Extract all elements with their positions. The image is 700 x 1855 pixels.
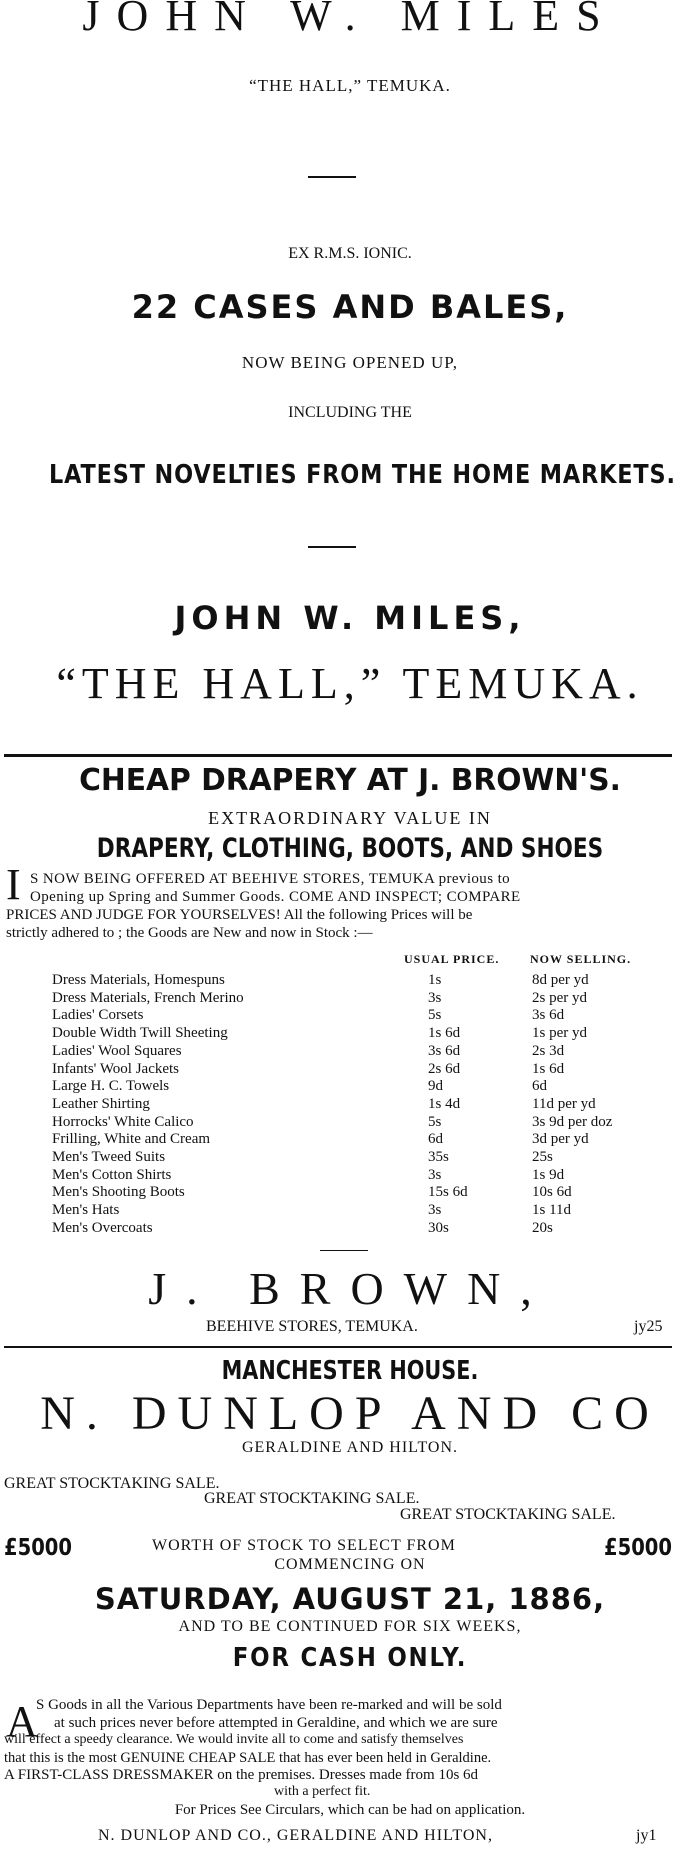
ad1-place: “THE HALL,” TEMUKA. xyxy=(249,76,451,95)
ad3-sale-line-2: GREAT STOCKTAKING SALE. xyxy=(204,1490,420,1507)
ad3-cash: FOR CASH ONLY. xyxy=(232,1643,468,1673)
price-row xyxy=(0,972,700,990)
ad3-footer: N. DUNLOP AND CO., GERALDINE AND HILTON, xyxy=(98,1827,493,1844)
ad2-bottom-rule xyxy=(4,1346,672,1348)
ad3-sale-line-1: GREAT STOCKTAKING SALE. xyxy=(4,1475,220,1492)
ad2-intro-line-2: Opening up Spring and Summer Goods. COME AND INSPECT; COMPARE xyxy=(30,889,521,905)
price-item-name: Men's Hats xyxy=(52,1202,120,1219)
price-item-now: 3d per yd xyxy=(532,1131,589,1148)
price-item-name: Large H. C. Towels xyxy=(52,1078,170,1095)
ad2-intro-line-1: S NOW BEING OFFERED AT BEEHIVE STORES, TEMUKA previous to xyxy=(30,871,511,887)
ad1-now-line: NOW BEING OPENED UP, xyxy=(241,353,459,372)
price-item-now: 1s per yd xyxy=(532,1025,587,1042)
ad1-short-rule-2 xyxy=(308,546,356,548)
ad3-code: jy1 xyxy=(636,1827,657,1844)
price-row xyxy=(0,1043,700,1061)
ad3-body-line-5: A FIRST-CLASS DRESSMAKER on the premises. Dresses made from 10s 6d xyxy=(4,1767,479,1783)
ad3-continued: AND TO BE CONTINUED FOR SIX WEEKS, xyxy=(178,1618,522,1635)
ad1-headline: 22 CASES AND BALES, xyxy=(131,288,569,326)
price-row xyxy=(0,1167,700,1185)
price-item-name: Double Width Twill Sheeting xyxy=(52,1025,228,1042)
price-item-now: 3s 6d xyxy=(532,1007,565,1024)
price-item-name: Dress Materials, French Merino xyxy=(52,989,244,1006)
price-item-now: 20s xyxy=(532,1219,553,1236)
price-row xyxy=(0,1096,700,1114)
price-item-usual: 35s xyxy=(428,1149,449,1165)
price-item-name: Dress Materials, Homespuns xyxy=(52,972,225,988)
ad2-intro-line-4: strictly adhered to ; the Goods are New and now in Stock :— xyxy=(6,925,373,941)
ad3-places: GERALDINE AND HILTON. xyxy=(241,1439,459,1456)
price-item-usual: 5s xyxy=(428,1113,442,1130)
price-item-now: 2s 3d xyxy=(532,1042,565,1059)
price-item-usual: 1s xyxy=(428,972,442,988)
price-item-now: 1s 6d xyxy=(532,1060,565,1077)
price-item-name: Men's Tweed Suits xyxy=(52,1149,166,1165)
price-item-usual: 15s 6d xyxy=(428,1184,468,1201)
ad2-col-now: NOW SELLING. xyxy=(530,952,632,966)
price-item-usual: 2s 6d xyxy=(428,1060,461,1077)
price-row xyxy=(0,1149,700,1167)
ad2-price-table xyxy=(0,972,700,1244)
ad1-short-rule xyxy=(308,176,356,178)
ad3-name: N. DUNLOP AND CO xyxy=(40,1387,660,1440)
price-item-usual: 1s 4d xyxy=(428,1095,461,1112)
ad3-house: MANCHESTER HOUSE. xyxy=(221,1356,479,1386)
price-item-name: Infants' Wool Jackets xyxy=(52,1060,180,1077)
ad3-date: SATURDAY, AUGUST 21, 1886, xyxy=(94,1582,606,1616)
price-item-name: Horrocks' White Calico xyxy=(52,1113,194,1130)
price-item-now: 2s per yd xyxy=(532,989,587,1006)
ad2-code: jy25 xyxy=(634,1318,663,1335)
ad1-sign-name: JOHN W. MILES, xyxy=(174,599,526,637)
ad3-commencing: COMMENCING ON xyxy=(274,1556,426,1573)
price-item-usual: 1s 6d xyxy=(428,1025,461,1042)
price-item-usual: 6d xyxy=(428,1131,443,1148)
ad2-intro-line-3: PRICES AND JUDGE FOR YOURSELVES! All the following Prices will be xyxy=(6,907,473,923)
ad3-body-line-6: with a perfect fit. xyxy=(274,1784,371,1799)
ad2-categories: DRAPERY, CLOTHING, BOOTS, AND SHOES xyxy=(96,833,604,864)
price-item-name: Ladies' Corsets xyxy=(52,1007,144,1024)
price-item-usual: 5s xyxy=(428,1007,442,1024)
ad2-sign-place: BEEHIVE STORES, TEMUKA. xyxy=(206,1318,418,1335)
price-item-now: 3s 9d per doz xyxy=(532,1113,613,1130)
ad1-name: JOHN W. MILES xyxy=(82,0,618,40)
price-item-name: Leather Shirting xyxy=(52,1095,150,1112)
ad3-body-line-1: S Goods in all the Various Departments have been re-marked and will be sold xyxy=(36,1697,502,1713)
price-row xyxy=(0,1114,700,1132)
price-item-now: 25s xyxy=(532,1149,553,1165)
price-row xyxy=(0,1025,700,1043)
price-item-now: 1s 11d xyxy=(532,1202,572,1219)
price-item-name: Men's Cotton Shirts xyxy=(52,1166,172,1183)
ad2-dropcap: I xyxy=(6,860,21,909)
price-row xyxy=(0,1131,700,1149)
price-item-usual: 9d xyxy=(428,1078,443,1095)
price-item-name: Men's Overcoats xyxy=(52,1219,153,1236)
price-row xyxy=(0,1202,700,1220)
price-item-now: 11d per yd xyxy=(532,1095,596,1112)
ad3-sale-line-3: GREAT STOCKTAKING SALE. xyxy=(400,1506,616,1523)
price-item-usual: 3s xyxy=(428,989,442,1006)
ad3-dropcap: A xyxy=(6,1697,38,1746)
price-row xyxy=(0,1220,700,1238)
price-item-usual: 30s xyxy=(428,1219,449,1236)
price-item-usual: 3s xyxy=(428,1202,442,1219)
ad1-sign-place: “THE HALL,” TEMUKA. xyxy=(56,659,644,708)
ad3-body-line-2: at such prices never before attempted in Geraldine, and which we are sure xyxy=(54,1715,498,1731)
price-item-now: 8d per yd xyxy=(532,972,589,988)
price-item-name: Men's Shooting Boots xyxy=(52,1184,185,1201)
ad2-sign-name: J. BROWN, xyxy=(148,1263,552,1314)
ad1-ex-line: EX R.M.S. IONIC. xyxy=(288,245,412,262)
ad1-bottom-rule xyxy=(4,754,672,757)
ad3-worth: WORTH OF STOCK TO SELECT FROM xyxy=(152,1537,456,1554)
ad3-body-line-3: will effect a speedy clearance. We would invite all to come and satisfy themselves xyxy=(4,1732,464,1747)
price-row xyxy=(0,1184,700,1202)
price-row xyxy=(0,990,700,1008)
ad2-title: CHEAP DRAPERY AT J. BROWN'S. xyxy=(79,763,621,798)
ad2-subtitle: EXTRAORDINARY VALUE IN xyxy=(208,808,492,828)
ad3-amount-left: £5000 xyxy=(4,1535,73,1561)
price-item-usual: 3s xyxy=(428,1166,442,1183)
price-item-now: 1s 9d xyxy=(532,1166,565,1183)
price-item-name: Frilling, White and Cream xyxy=(52,1131,211,1148)
price-row xyxy=(0,1061,700,1079)
ad2-short-rule xyxy=(320,1250,368,1251)
price-item-usual: 3s 6d xyxy=(428,1042,461,1059)
price-item-now: 6d xyxy=(532,1078,547,1095)
ad3-circulars: For Prices See Circulars, which can be had on application. xyxy=(174,1802,526,1818)
price-row xyxy=(0,1007,700,1025)
ad2-col-usual: USUAL PRICE. xyxy=(404,952,500,966)
ad1-novelties: LATEST NOVELTIES FROM THE HOME MARKETS. xyxy=(49,460,676,490)
price-row xyxy=(0,1078,700,1096)
price-item-now: 10s 6d xyxy=(532,1184,572,1201)
price-item-name: Ladies' Wool Squares xyxy=(52,1042,182,1059)
ad3-amount-right: £5000 xyxy=(604,1535,673,1561)
ad1-including: INCLUDING THE xyxy=(288,404,412,421)
ad3-body-line-4: that this is the most GENUINE CHEAP SALE that has ever been held in Geraldine. xyxy=(4,1750,492,1766)
